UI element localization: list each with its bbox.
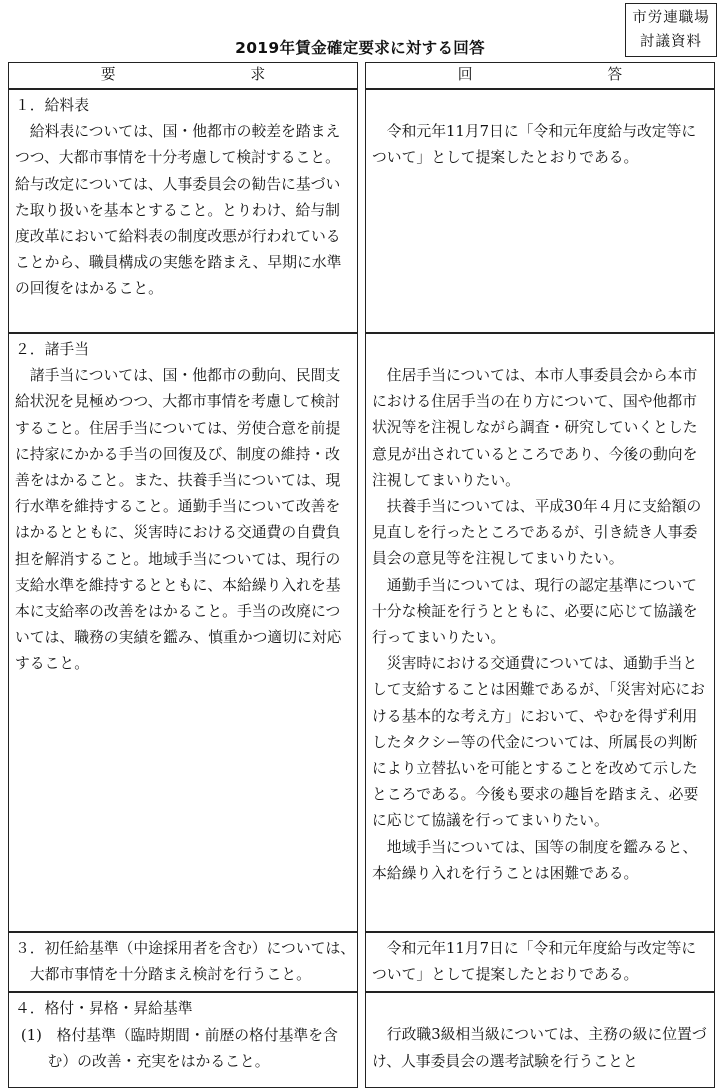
section-heading: ２．諸手当 — [15, 341, 89, 358]
request-text: 諸手当については、国・他都市の動向、民間支給状況を見極めつつ、大都市事情を考慮して検討すること。住居手当については、労使合意を前提に持家にかかる手当の回復及び、制度の維持・改善をはかること。また、扶養手当については、現行水準を維持すること。通勤手当について改善をはかるとともに、災害時における交通費の自費負担を解消すること。地域手当については、現行の支給水準を維持するとともに、本給繰り入れを基本に支給率の改善をはかること。手当の改廃については、職務の実績を鑑み、慎重かつ適切に対応すること。 — [15, 367, 342, 673]
document-title: 2019年賃金確定要求に対する回答 — [235, 39, 485, 57]
table-row — [8, 89, 715, 333]
request-text: 給料表については、国・他都市の較差を踏まえつつ、大都市事情を十分考慮して検討すること。給与改定については、人事委員会の勧告に基づいた取り扱いを基本とすること。とりわけ、給与制度改革において給料表の制度改悪が行われていることから、職員構成の実態を踏まえ、早期に水準の回復をはかること。 — [15, 123, 342, 298]
table-row — [8, 932, 715, 992]
table-row — [8, 333, 715, 932]
answer-paragraph: 通勤手当については、現行の認定基準について十分な検証を行うとともに、必要に応じて協議を行ってまいりたい。 — [372, 576, 698, 647]
answer-paragraph: 地域手当については、国等の制度を鑑みると、本給繰り入れを行うことは困難である。 — [372, 838, 698, 882]
request-answer-table — [8, 62, 715, 1088]
table-header-row — [8, 62, 715, 89]
request-cell — [8, 992, 358, 1088]
table-row — [8, 992, 715, 1088]
document-label-line2: 討議資料 — [640, 34, 702, 50]
answer-text: 令和元年11月7日に「令和元年度給与改定等について」として提案したとおりである。 — [372, 123, 697, 167]
column-header-request: 要 求 — [8, 62, 358, 89]
answer-cell — [365, 932, 715, 992]
request-text: (1) 格付基準（臨時期間・前歴の格付基準を含む）の改善・充実をはかること。 — [20, 1026, 338, 1070]
answer-text: 令和元年11月7日に「令和元年度給与改定等について」として提案したとおりである。 — [372, 940, 697, 984]
section-heading: ４．格付・昇格・昇給基準 — [15, 1000, 193, 1018]
request-cell — [8, 333, 358, 932]
document-label-line1: 市労連職場 — [632, 10, 710, 26]
request-cell — [8, 932, 358, 992]
section-heading: １．給料表 — [15, 97, 89, 114]
answer-cell — [365, 89, 715, 333]
answer-paragraph: 扶養手当については、平成30年４月に支給額の見直しを行ったところであるが、引き続き人事委員会の意見等を注視してまいりたい。 — [372, 498, 702, 568]
column-header-answer: 回 答 — [365, 62, 715, 89]
answer-text: 行政職3級相当級については、主務の級に位置づけ、人事委員会の選考試験を行うことと — [372, 1026, 707, 1070]
request-cell — [8, 89, 358, 333]
section-heading: ３．初任給基準（中途採用者を含む）については、 — [15, 940, 356, 957]
request-text: 大都市事情を十分踏まえ検討を行うこと。 — [29, 966, 311, 984]
answer-paragraph: 災害時における交通費については、通勤手当として支給することは困難であるが、「災害対応における基本的な考え方」において、やむを得ず利用したタクシー等の代金については、所属長の判断により立替払いを可能とすることを改めて示したところである。今後も要求の趣旨を踏まえ、必要に応じて協議を行ってまいりたい。 — [372, 655, 705, 830]
answer-paragraph: 住居手当については、本市人事委員会から本市における住居手当の在り方について、国や他都市状況等を注視しながら調査・研究していくとした意見が出されているところであり、今後の動向を注視してまいりたい。 — [372, 367, 698, 489]
answer-cell — [365, 992, 715, 1088]
answer-cell — [365, 333, 715, 932]
